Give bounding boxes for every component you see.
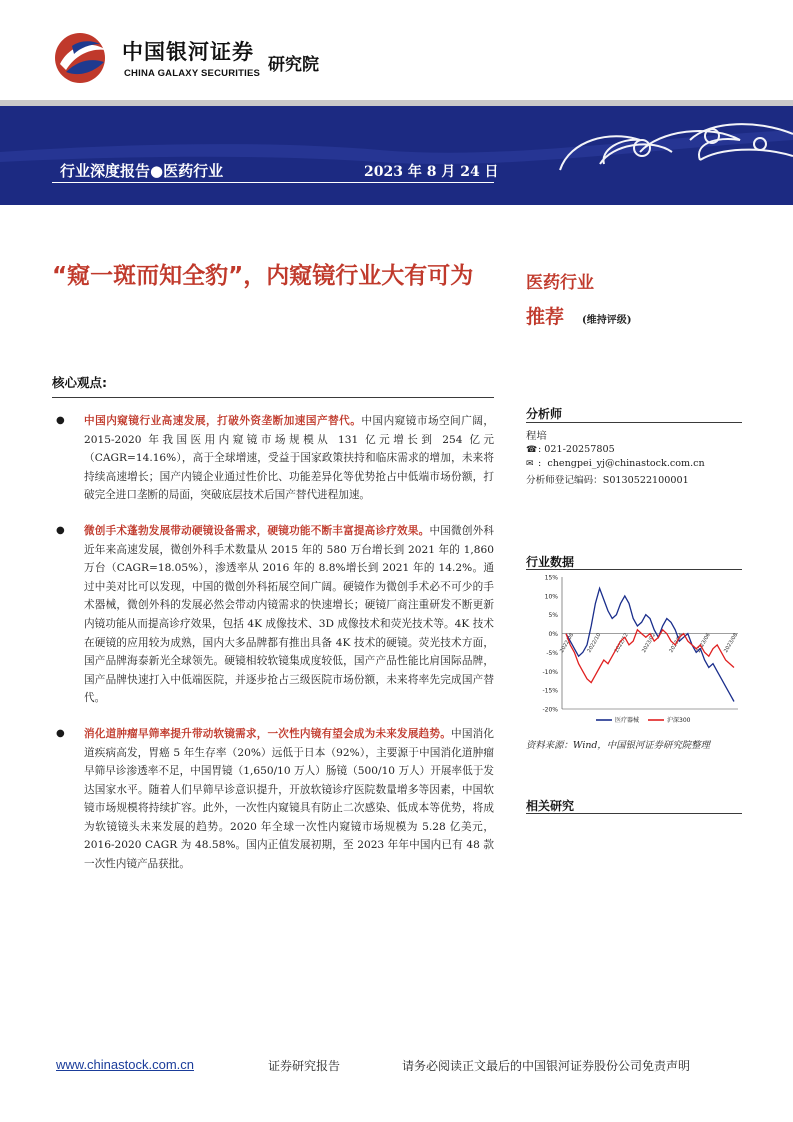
- chart-y-tick-label: -10%: [542, 668, 558, 676]
- chart-y-tick-label: -15%: [542, 687, 558, 695]
- bullet-icon: ●: [56, 727, 65, 739]
- core-view-body: 中国消化道疾病高发，胃癌 5 年生存率（20%）远低于日本（92%），主要源于中国消化道肿瘤早筛早诊渗透率不足，中国胃镜（1,650/10 万人）肠镜（500/10 万人）开展率低于发达国家水平。随着人们早筛早诊意识提升，开放软镜诊疗医院数量增多等因素，中国软镜市场规模将持续扩容。此外，一次性内窥镜具有防止二次感染、低成本等优势，将成为软镜镜头未来发展的趋势。2020 年全球一次性内窥镜市场规模为 5.28 亿美元，2016-2020 CAGR 为 48.58%。国内正值发展初期，至 2023 年年中国内已有 48 款一次性内镜产品获批。: [84, 727, 495, 871]
- core-view-body: 中国微创外科近年来高速发展，微创外科手术数量从 2015 年的 580 万台增长到 2021 年的 1,860 万台（CAGR=18.05%），渗透率从 2016 年的 8.8%增长到 2021 年的 14.2%。通过中美对比可以发现，中国的微创外科拓展空间广阔。硬镜作为微创手术必不可少的手术器械，微创外科的发展必然会带动内镜需求的快速增长；硬镜厂商注重研发不断更新内镜功能从而提高诊疗效果，包括 4K 成像技术、3D 成像技术和荧光技术等。4K 技术在硬镜的应用较为成熟，国内大多品牌都有推出具备 4K 技术的硬镜。荧光技术方面，国产品牌海泰新光全球领先。硬镜相较软镜集成度较低，国产产品性能比肩国际品牌，国产品牌快速打入中低端医院，并逐步抢占三级医院市场份额，未来将率先完成国产替代。: [84, 524, 495, 705]
- chart-x-tick-label: 2023/06: [695, 632, 712, 654]
- header-band: [0, 100, 793, 205]
- related-research-heading: 相关研究: [526, 799, 575, 813]
- chart-x-tick-label: 2023/02: [641, 632, 658, 654]
- chart-x-tick-label: 2022/08: [559, 632, 576, 654]
- core-view-lead: 中国内窥镜行业高速发展，打破外资垄断加速国产替代。: [84, 415, 362, 427]
- core-view-item: [52, 522, 494, 708]
- analyst-heading: 分析师: [526, 407, 563, 421]
- chart-legend-label: 沪深300: [667, 717, 691, 724]
- chart-x-tick-label: 2023/08: [723, 632, 740, 654]
- chart-source: 资料来源：Wind，中国银河证券研究院整理: [526, 740, 710, 751]
- analyst-license: [526, 472, 689, 486]
- footer-report-label: 证券研究报告: [268, 1059, 341, 1073]
- core-views-heading: 核心观点:: [52, 375, 107, 390]
- chart-y-tick-label: 10%: [544, 593, 558, 601]
- website-link[interactable]: www.chinastock.com.cn: [56, 1057, 194, 1072]
- chart-y-tick-label: 15%: [544, 574, 558, 582]
- logo-english-name: CHINA GALAXY SECURITIES: [124, 68, 261, 79]
- bullet-icon: ●: [56, 415, 65, 426]
- phone-icon: ☎: [526, 445, 538, 455]
- industry-data-divider: [526, 569, 742, 570]
- industry-name: 医药行业: [526, 273, 594, 293]
- analyst-license-label: 分析师登记编码：: [526, 475, 603, 486]
- core-views-list: [52, 412, 494, 891]
- chart-y-tick-label: -5%: [546, 649, 558, 657]
- logo-institute: 研究院: [268, 55, 319, 75]
- analyst-name: 程培: [526, 430, 547, 442]
- analyst-license-value: S0130522100001: [602, 475, 689, 486]
- rating-note: (维持评级): [582, 315, 632, 326]
- logo-chinese-name: 中国银河证券: [122, 40, 254, 64]
- core-view-item: [52, 412, 494, 505]
- chart-y-tick-label: 5%: [548, 612, 558, 620]
- section-divider: [52, 397, 494, 398]
- analyst-phone-value: 021-20257805: [544, 444, 615, 455]
- core-view-body: 中国内窥镜市场空间广阔，2015-2020 年我国医用内窥镜市场规模从 131 亿元增长到 254 亿元（CAGR=14.16%），高于全球增速，受益于国家政策扶持和临床需求的增加，未来将持续高速增长；国产内镜企业通过性价比、功能差异化等优势抢占中低端市场份额，打破完全进口垄断的局面，突破底层技术后国产替代进程加速。: [84, 415, 495, 502]
- related-research-divider: [526, 813, 742, 814]
- rating: 推荐: [526, 306, 565, 328]
- chart-x-tick-label: 2022/12: [613, 632, 630, 654]
- bullet-icon: ●: [56, 524, 65, 536]
- chart-x-tick-label: 2023/04: [668, 632, 685, 654]
- brand-logo: [52, 30, 352, 86]
- analyst-divider: [526, 422, 742, 423]
- core-view-lead: 微创手术蓬勃发展带动硬镜设备需求，硬镜功能不断丰富提高诊疗效果。: [84, 524, 430, 537]
- analyst-email-value[interactable]: chengpei_yj@chinastock.com.cn: [547, 458, 705, 469]
- chart-y-tick-label: 0%: [548, 631, 558, 639]
- chart-x-tick-label: 2022/10: [586, 632, 603, 654]
- analyst-phone: ☎: 021-20257805: [526, 444, 615, 455]
- report-type: 行业深度报告●医药行业: [60, 162, 224, 180]
- industry-data-heading: 行业数据: [526, 555, 575, 569]
- chart-legend-label: 医疗器械: [615, 717, 640, 724]
- chart-y-tick-label: -20%: [542, 706, 558, 714]
- report-title: “窥一斑而知全豹”，内窥镜行业大有可为: [52, 263, 474, 289]
- galaxy-logo-icon: [52, 30, 112, 86]
- industry-performance-chart: [526, 571, 742, 731]
- footer-disclaimer: 请务必阅读正文最后的中国银河证券股份公司免责声明: [402, 1059, 691, 1073]
- mail-icon: ✉: [526, 459, 534, 469]
- analyst-email[interactable]: ✉ : chengpei_yj@chinastock.com.cn: [526, 458, 705, 469]
- report-date: 2023 年 8 月 24 日: [364, 164, 499, 180]
- core-view-lead: 消化道肿瘤早筛率提升带动软镜需求，一次性内镜有望会成为未来发展趋势。: [84, 727, 452, 740]
- core-view-item: [52, 725, 494, 874]
